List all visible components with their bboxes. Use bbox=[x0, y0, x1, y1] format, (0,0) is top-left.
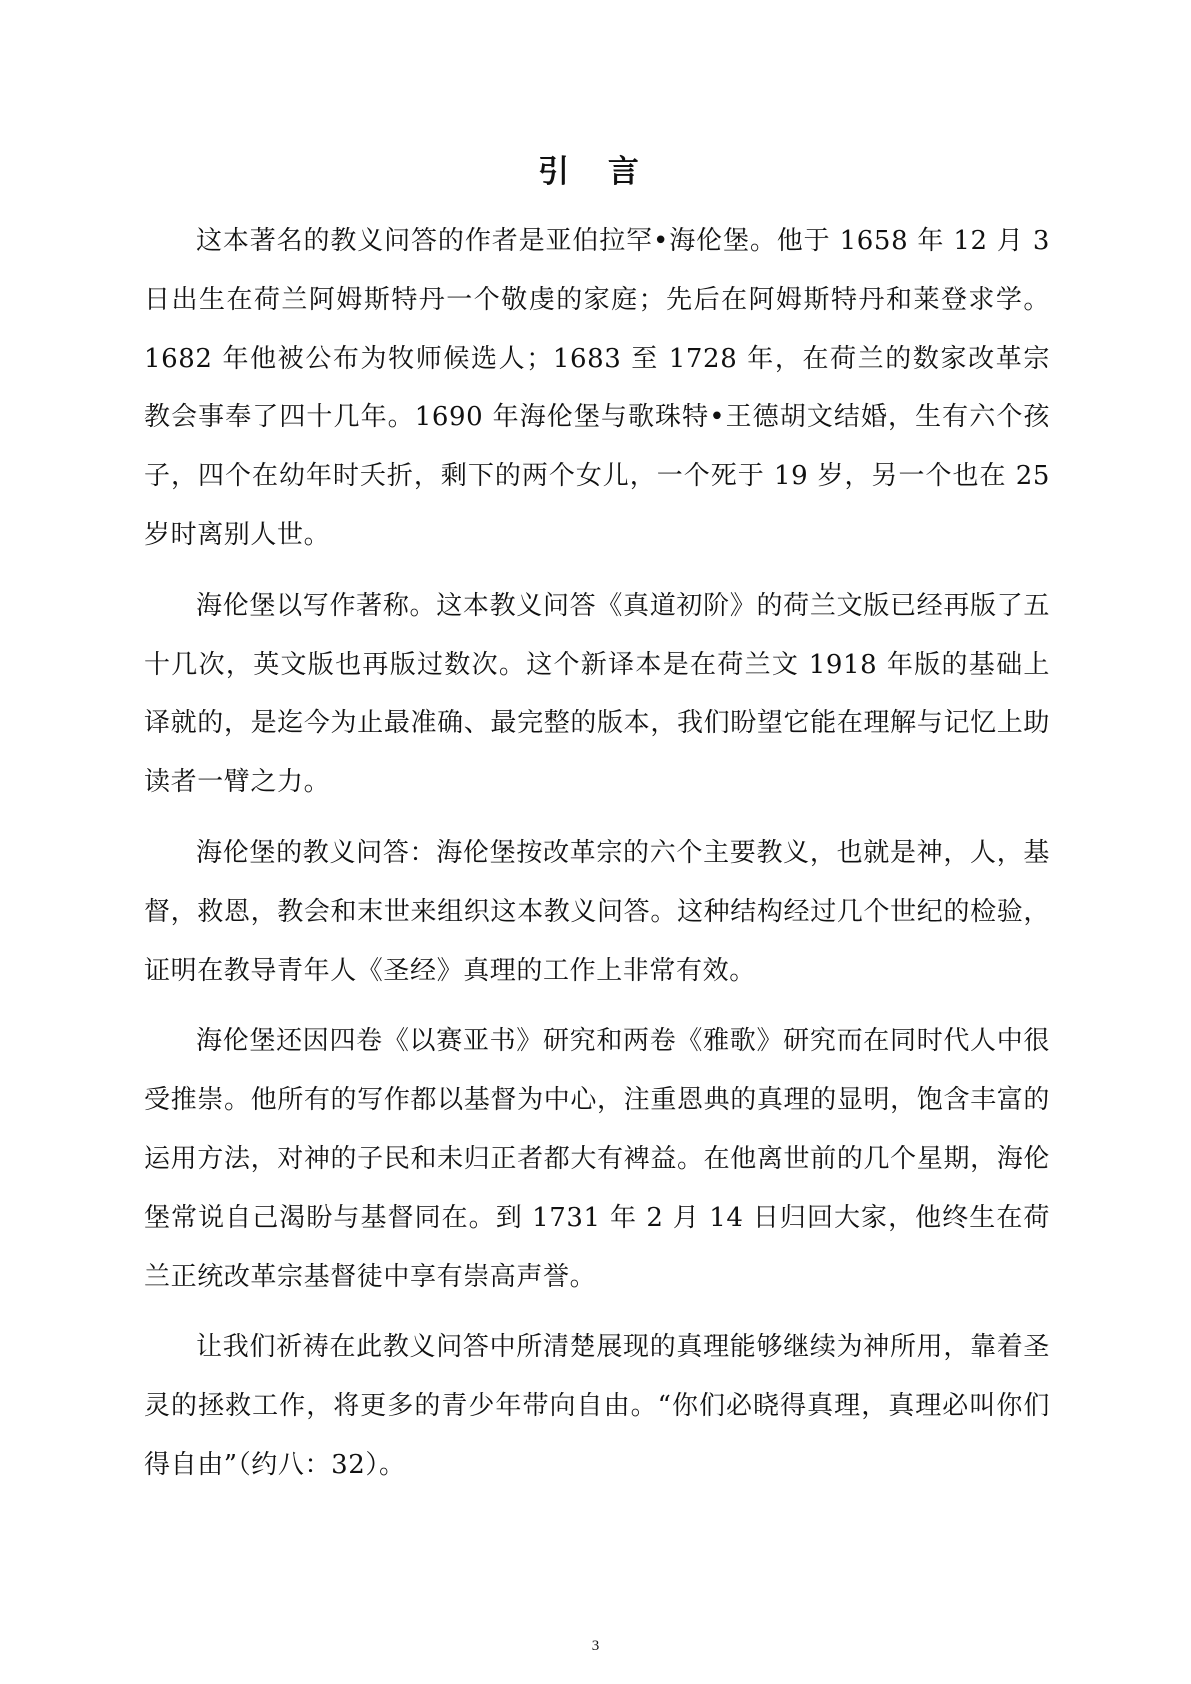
paragraph-legacy: 海伦堡还因四卷《以赛亚书》研究和两卷《雅歌》研究而在同时代人中很受推崇。他所有的写作都以基督为中心，注重恩典的真理的显明，饱含丰富的运用方法，对神的子民和未归正者都大有裨益。在他离世前的几个星期，海伦堡常说自己渴盼与基督同在。到 1731 年 2 月 14 日归回大家，他终生在荷兰正统改革宗基督徒中享有崇高声誉。 bbox=[144, 1026, 1050, 1292]
page-number: 3 bbox=[591, 1638, 600, 1654]
paragraph-catechism-structure: 海伦堡的教义问答：海伦堡按改革宗的六个主要教义，也就是神，人，基督，救恩，教会和末世来组织这本教义问答。这种结构经过几个世纪的检验，证明在教导青年人《圣经》真理的工作上非常有效。 bbox=[144, 837, 1050, 986]
page-title: 引 言 bbox=[538, 154, 653, 190]
paragraph-writings: 海伦堡以写作著称。这本教义问答《真道初阶》的荷兰文版已经再版了五十几次，英文版也再版过数次。这个新译本是在荷兰文 1918 年版的基础上译就的，是迄今为止最准确、最完整的版本，我们盼望它能在理解与记忆上助读者一臂之力。 bbox=[144, 590, 1050, 798]
paragraph-author-biography: 这本著名的教义问答的作者是亚伯拉罕•海伦堡。他于 1658 年 12 月 3 日出生在荷兰阿姆斯特丹一个敬虔的家庭；先后在阿姆斯特丹和莱登求学。1682 年他被公布为牧师候选人；1683 至 1728 年，在荷兰的数家改革宗教会事奉了四十几年。1690 年海伦堡与歌珠特•王德胡文结婚，生有六个孩子，四个在幼年时夭折，剩下的两个女儿，一个死于 19 岁，另一个也在 25 岁时离别人世。 bbox=[144, 226, 1050, 550]
paragraph-prayer: 让我们祈祷在此教义问答中所清楚展现的真理能够继续为神所用，靠着圣灵的拯救工作，将更多的青少年带向自由。“你们必晓得真理，真理必叫你们得自由”（约八：32）。 bbox=[144, 1332, 1050, 1480]
body-text bbox=[144, 212, 1050, 1507]
